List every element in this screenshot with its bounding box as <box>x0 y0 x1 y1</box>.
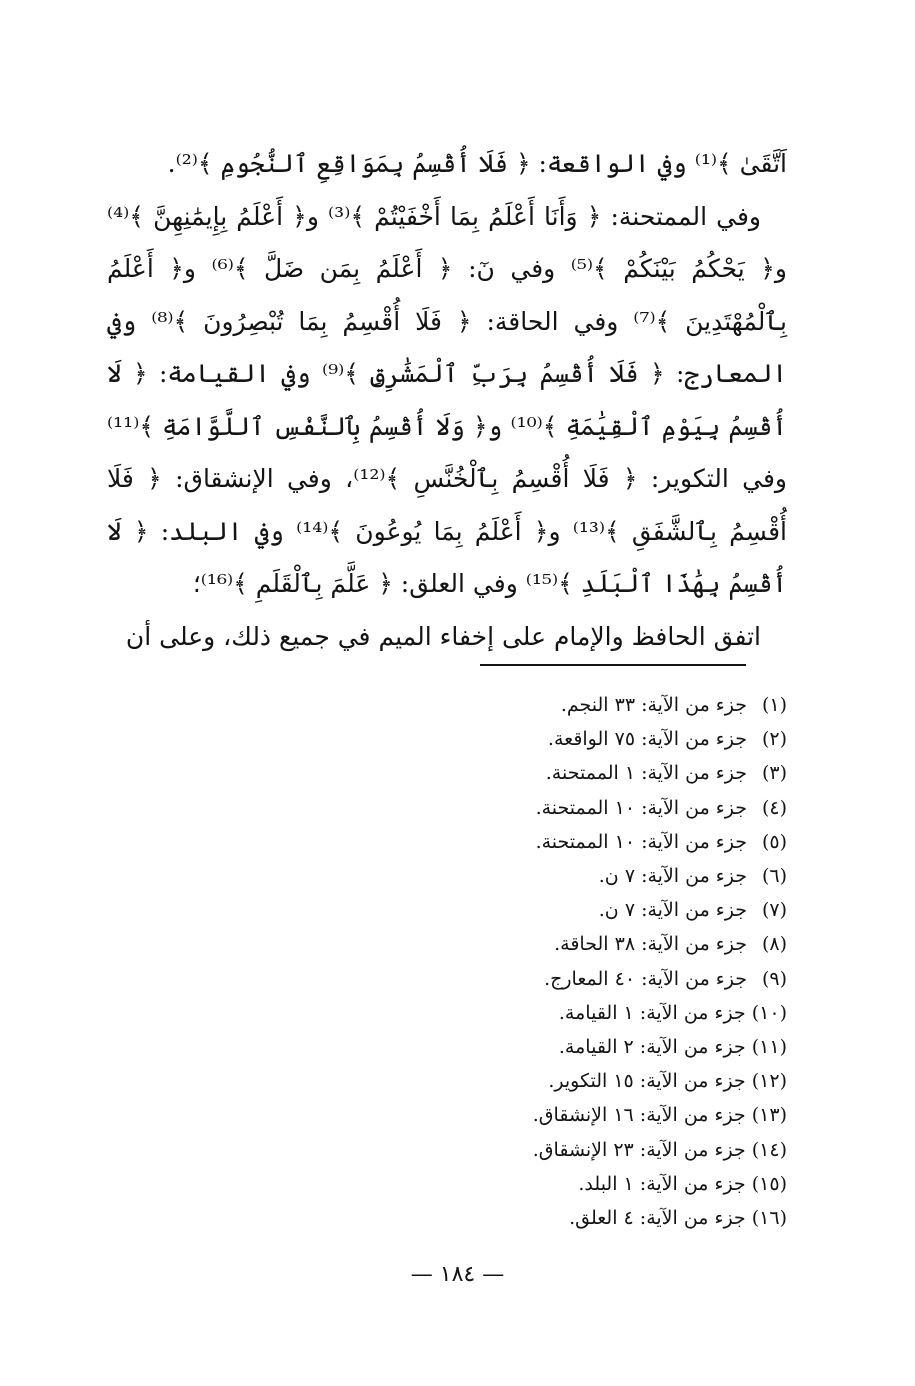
footnote-item <box>387 1064 787 1098</box>
footnote-item <box>387 756 787 790</box>
footnote-number: (٣) <box>761 762 787 785</box>
footnote-text: جزء من الآية: ١ البلد. <box>578 1172 746 1195</box>
footnote-number: (٥) <box>761 830 787 853</box>
footnote-text: جزء من الآية: ٤ العلق. <box>569 1207 746 1230</box>
footnote-item <box>387 1201 787 1235</box>
footnote-text: جزء من الآية: ٢٣ الإنشقاق. <box>532 1138 746 1161</box>
footnote-number: (١٤) <box>751 1138 787 1161</box>
footnote-text: جزء من الآية: ١٦ الإنشقاق. <box>532 1104 746 1127</box>
footnote-text: جزء من الآية: ١٠ الممتحنة. <box>535 830 747 853</box>
paragraph-continuation: اَتَّقَىٰ ﴾⁽¹⁾ وفي الواقعة: ﴿ فَلَا أُقْسِمُ بِمَوَاقِعِ ٱلنُّجُومِ ﴾⁽²⁾. <box>167 149 787 178</box>
footnote-number: (١١) <box>751 1036 787 1059</box>
footnote-item <box>387 688 787 722</box>
footnote-text: جزء من الآية: ١ الممتحنة. <box>545 762 747 785</box>
footnote-text: جزء من الآية: ٤٠ المعارج. <box>544 967 747 990</box>
footnote-text: جزء من الآية: ١ القيامة. <box>558 1001 746 1024</box>
footnote-item <box>387 859 787 893</box>
page-number: — ١٨٤ — <box>410 1262 505 1287</box>
footnote-text: جزء من الآية: ٧ ن. <box>598 899 747 922</box>
footnote-item <box>387 1098 787 1132</box>
footnote-number: (٦) <box>761 865 787 888</box>
footnote-text: جزء من الآية: ٧٥ الواقعة. <box>547 728 747 751</box>
footnote-text: جزء من الآية: ٧ ن. <box>598 865 747 888</box>
footnote-number: (٨) <box>761 933 787 956</box>
paragraph-verses: وفي الممتحنة: ﴿ وَأَنَا أَعْلَمُ بِمَا أَخْفَيْتُمْ ﴾⁽³⁾ و﴿ أَعْلَمُ بِإِيمَٰنِهِنَّ ﴾⁽⁴⁾ و﴿ يَحْكُمُ بَيْنَكُمْ ﴾⁽⁵⁾ وفي نٓ: ﴿ أَعْلَمُ بِمَن ضَلَّ ﴾⁽⁶⁾ و﴿ أَعْلَمُ بِٱلْمُهْتَدِينَ ﴾⁽⁷⁾ وفي الحاقة: ﴿ فَلَا أُقْسِمُ بِمَا تُبْصِرُونَ ﴾⁽⁸⁾ وفي المعارج: ﴿ فَلَا أُقْسِمُ بِرَبِّ ٱلْمَشَٰرِقِ ﴾⁽⁹⁾ وفي القيامة: ﴿ لَا أُقْسِمُ بِيَوْمِ ٱلْقِيَٰمَةِ ﴾⁽¹⁰⁾ و﴿ وَلَا أُقْسِمُ بِٱلنَّفْسِ ٱللَّوَّامَةِ ﴾⁽¹¹⁾ وفي التكوير: ﴿ فَلَا أُقْسِمُ بِٱلْخُنَّسِ ﴾⁽¹²⁾، وفي الإنشقاق: ﴿ فَلَا أُقْسِمُ بِٱلشَّفَقِ ﴾⁽¹³⁾ و﴿ أَعْلَمُ بِمَا يُوعُونَ ﴾⁽¹⁴⁾ وفي البلد: ﴿ لَا أُقْسِمُ بِهَٰذَا ٱلْبَلَدِ ﴾⁽¹⁵⁾ وفي العلق: ﴿ عَلَّمَ بِٱلْقَلَمِ ﴾⁽¹⁶⁾؛ <box>107 201 788 598</box>
footnote-separator <box>480 664 746 666</box>
footnote-item <box>387 722 787 756</box>
footnote-item <box>387 1133 787 1167</box>
footnote-text: جزء من الآية: ٣٨ الحاقة. <box>554 933 747 956</box>
footnote-number: (٢) <box>761 728 787 751</box>
footnote-number: (١٥) <box>751 1172 787 1195</box>
footnote-number: (١٦) <box>751 1207 787 1230</box>
footnote-text: جزء من الآية: ١٥ التكوير. <box>548 1070 746 1093</box>
footnote-item <box>387 791 787 825</box>
footnote-item <box>387 825 787 859</box>
footnote-number: (١٠) <box>751 1001 787 1024</box>
footnote-number: (١٣) <box>751 1104 787 1127</box>
footnotes-list <box>387 688 787 1235</box>
footnote-item <box>387 1167 787 1201</box>
footnote-item <box>387 893 787 927</box>
footnote-item <box>387 927 787 961</box>
footnote-text: جزء من الآية: ١٠ الممتحنة. <box>535 796 747 819</box>
paragraph-conclusion: اتفق الحافظ والإمام على إخفاء الميم في جميع ذلك، وعلى أن <box>125 621 761 651</box>
footnote-number: (٩) <box>761 967 787 990</box>
body-text <box>107 138 787 663</box>
footnote-number: (١) <box>761 694 787 716</box>
footnote-item <box>387 996 787 1030</box>
footnote-number: (١٢) <box>751 1070 787 1093</box>
footnote-text: جزء من الآية: ٢ القيامة. <box>558 1036 746 1059</box>
footnote-item <box>387 962 787 996</box>
footnote-text: جزء من الآية: ٣٣ النجم. <box>560 694 747 716</box>
footnote-number: (٧) <box>761 899 787 922</box>
footnote-number: (٤) <box>761 796 787 819</box>
footnote-item <box>387 1030 787 1064</box>
